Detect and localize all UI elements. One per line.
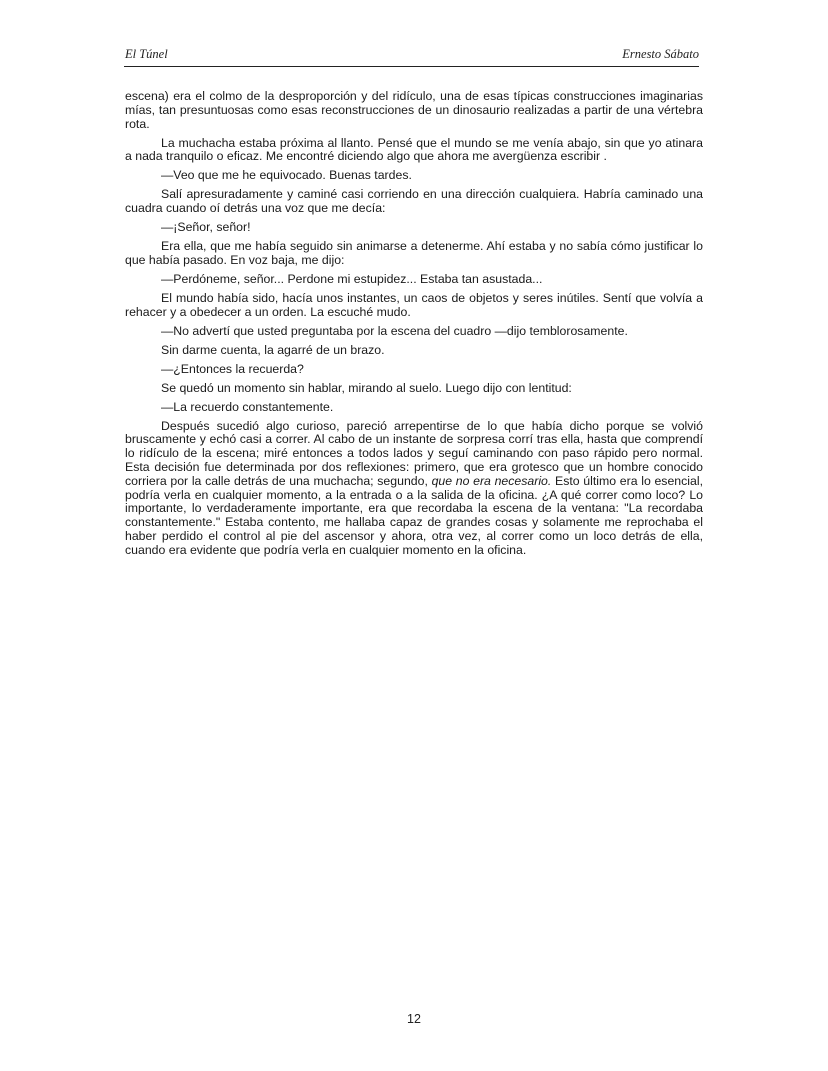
paragraph: El mundo había sido, hacía unos instantes, un caos de objetos y seres inútiles. Sentí que volvía a rehacer y a obedecer a un orden. La escuché mudo.	[125, 290, 703, 319]
page-number: 12	[407, 1012, 421, 1026]
author-name: Ernesto Sábato	[622, 47, 699, 61]
text-run: Después sucedió algo curioso, pareció arrepentirse de lo que había dicho porque se volvió bruscamente y echó casi a correr. Al cabo de un instante de sorpresa corrí tras ella, hasta que comprendí lo ridículo de la escena; miré entonces a todos lados y seguí caminando con paso rápido pero normal. Esta decisión fue determinada por dos reflexiones: primero, que era grotesco que un hombre conocido corriera por la calle detrás de una muchacha; segundo,	[125, 418, 703, 488]
dialogue-line: —Veo que me he equivocado. Buenas tardes.	[161, 168, 412, 183]
running-header	[124, 44, 699, 67]
book-title: El Túnel	[125, 47, 168, 61]
dialogue-line: —La recuerdo constantemente.	[161, 399, 334, 414]
paragraph: Salí apresuradamente y caminé casi corriendo en una dirección cualquiera. Habría caminado una cuadra cuando oí detrás una voz que me decía:	[125, 187, 703, 216]
text-run: Esto último era lo esencial, podría verla en cualquier momento, a la entrada o a la salida de la oficina. ¿A qué correr como loco? Lo importante, lo verdaderamente importante, era que recordaba la escena de la ventana: "La recordaba constantemente." Estaba contento, me hallaba capaz de grandes cosas y solamente me reprochaba el haber perdido el control al pie del ascensor y ahora, otra vez, al correr como un loco detrás de ella, cuando era evidente que podría verla en cualquier momento en la oficina.	[125, 473, 703, 557]
paragraph: La muchacha estaba próxima al llanto. Pensé que el mundo se me venía abajo, sin que yo atinara a nada tranquilo o eficaz. Me encontré diciendo algo que ahora me avergüenza escribir .	[125, 135, 703, 164]
emphasis-text: que no era necesario.	[431, 473, 552, 488]
dialogue-line: —No advertí que usted preguntaba por la escena del cuadro —dijo temblorosamente.	[161, 323, 628, 338]
paragraph: Sin darme cuenta, la agarré de un brazo.	[161, 342, 385, 357]
dialogue-line: —¿Entonces la recuerda?	[161, 361, 304, 376]
dialogue-line: —¡Señor, señor!	[161, 220, 251, 235]
paragraph: Se quedó un momento sin hablar, mirando al suelo. Luego dijo con lentitud:	[161, 380, 572, 395]
paragraph: escena) era el colmo de la desproporción y del ridículo, una de esas típicas construcciones imaginarias mías, tan presuntuosas como esas reconstrucciones de un dinosaurio realizadas a partir de una vértebra rota.	[125, 89, 703, 131]
paragraph	[125, 420, 703, 558]
paragraph: Era ella, que me había seguido sin animarse a detenerme. Ahí estaba y no sabía cómo justificar lo que había pasado. En voz baja, me dijo:	[125, 239, 703, 267]
dialogue-line: —Perdóneme, señor... Perdone mi estupidez... Estaba tan asustada...	[161, 271, 543, 286]
body-text	[125, 90, 703, 563]
